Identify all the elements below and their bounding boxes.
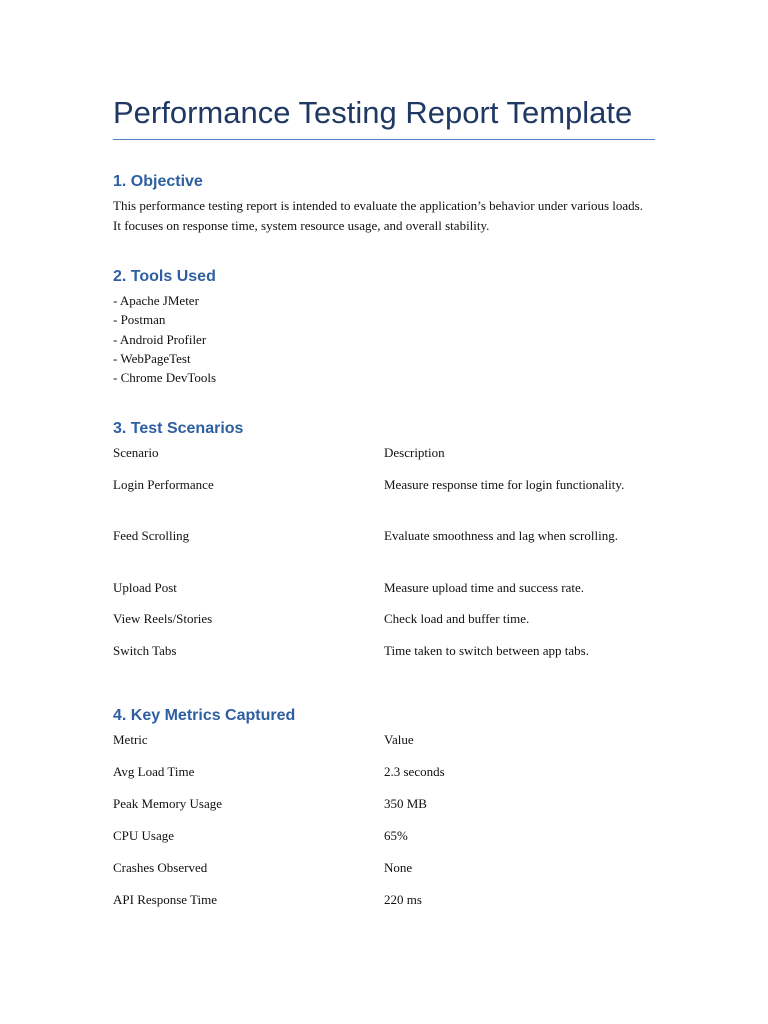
table-cell: API Response Time <box>113 892 218 907</box>
table-cell: Upload Post <box>113 580 177 595</box>
table-cell: Check load and buffer time. <box>384 611 530 626</box>
list-item: - Chrome DevTools <box>113 370 217 386</box>
table-cell: CPU Usage <box>113 828 175 843</box>
objective-text: This performance testing report is intended to evaluate the application’s behavior under various loads. It focuses on response time, system resource usage, and overall stability. <box>113 198 643 233</box>
table-cell: 220 ms <box>384 892 422 907</box>
table-cell: Crashes Observed <box>113 860 208 875</box>
title-divider <box>113 139 655 140</box>
table-cell: Switch Tabs <box>113 643 177 658</box>
table-cell: Measure response time for login functionality. <box>384 477 625 492</box>
metrics-heading: 4. Key Metrics Captured <box>113 707 296 724</box>
scenarios-heading: 3. Test Scenarios <box>113 420 244 437</box>
tools-list <box>113 291 216 387</box>
table-header-cell: Description <box>384 445 445 460</box>
table-cell: Feed Scrolling <box>113 528 190 543</box>
table-cell: View Reels/Stories <box>113 611 213 626</box>
table-cell: None <box>384 860 413 875</box>
list-item: - Android Profiler <box>113 331 207 347</box>
table-cell: 65% <box>384 828 408 843</box>
table-cell: 2.3 seconds <box>384 764 445 779</box>
table-cell: Time taken to switch between app tabs. <box>384 643 589 658</box>
table-cell: Login Performance <box>113 477 214 492</box>
table-header-cell: Scenario <box>113 445 159 460</box>
list-item: - Postman <box>113 312 166 328</box>
table-cell: Measure upload time and success rate. <box>384 580 584 595</box>
table-cell: Evaluate smoothness and lag when scrolling. <box>384 528 618 543</box>
objective-heading: 1. Objective <box>113 173 203 190</box>
tools-heading: 2. Tools Used <box>113 268 216 285</box>
table-header-cell: Value <box>384 732 414 747</box>
list-item: - WebPageTest <box>113 350 191 366</box>
document-title: Performance Testing Report Template <box>113 95 633 130</box>
table-cell: Peak Memory Usage <box>113 796 223 811</box>
table-cell: Avg Load Time <box>113 764 195 779</box>
list-item: - Apache JMeter <box>113 293 199 308</box>
table-header-cell: Metric <box>113 732 148 747</box>
table-cell: 350 MB <box>384 796 427 811</box>
